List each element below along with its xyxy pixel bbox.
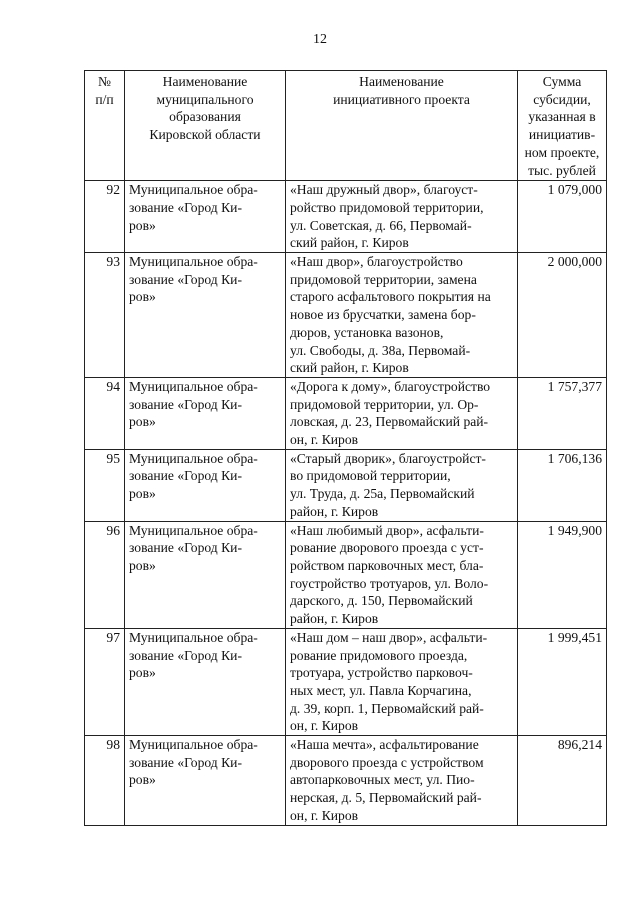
row-number: 98 — [85, 736, 125, 826]
subsidy-sum-cell: 1 706,136 — [518, 449, 607, 521]
project-cell: «Наш дружный двор», благоуст- ройство придомовой территории, ул. Советская, д. 66, Первомай- ский район, г. Киров — [286, 181, 518, 253]
municipality-cell: Муниципальное обра- зование «Город Ки- ров» — [125, 628, 286, 735]
subsidy-sum-cell: 1 999,451 — [518, 628, 607, 735]
table-row — [85, 736, 607, 826]
project-cell: «Наш двор», благоустройство придомовой территории, замена старого асфальтового покрытия на новое из брусчатки, замена бор- дюров, установка вазонов, ул. Свободы, д. 38а, Первомай- ский район, г. Киров — [286, 253, 518, 378]
page-number: 12 — [313, 32, 327, 47]
table-row — [85, 521, 607, 628]
subsidy-table — [84, 70, 607, 826]
subsidy-sum-cell: 1 949,900 — [518, 521, 607, 628]
table-row — [85, 253, 607, 378]
municipality-cell: Муниципальное обра- зование «Город Ки- ров» — [125, 521, 286, 628]
subsidy-sum-cell: 2 000,000 — [518, 253, 607, 378]
table-row — [85, 628, 607, 735]
row-number: 96 — [85, 521, 125, 628]
table-row — [85, 449, 607, 521]
project-cell: «Дорога к дому», благоустройство придомовой территории, ул. Ор- ловская, д. 23, Первомайский рай- он, г. Киров — [286, 377, 518, 449]
header-project: Наименование инициативного проекта — [286, 71, 518, 181]
subsidy-sum-cell: 1 757,377 — [518, 377, 607, 449]
municipality-cell: Муниципальное обра- зование «Город Ки- ров» — [125, 253, 286, 378]
header-municipality: Наименование муниципального образования Кировской области — [125, 71, 286, 181]
header-num: № п/п — [85, 71, 125, 181]
row-number: 94 — [85, 377, 125, 449]
project-cell: «Наш любимый двор», асфальти- рование дворового проезда с уст- ройством парковочных мест, бла- гоустройство тротуаров, ул. Воло- дарского, д. 150, Первомайский район, г. Киров — [286, 521, 518, 628]
row-number: 95 — [85, 449, 125, 521]
subsidy-sum-cell: 896,214 — [518, 736, 607, 826]
project-cell: «Наш дом – наш двор», асфальти- рование придомового проезда, тротуара, устройство парковоч- ных мест, ул. Павла Корчагина, д. 39, корп. 1, Первомайский рай- он, г. Киров — [286, 628, 518, 735]
municipality-cell: Муниципальное обра- зование «Город Ки- ров» — [125, 449, 286, 521]
municipality-cell: Муниципальное обра- зование «Город Ки- ров» — [125, 181, 286, 253]
table-row — [85, 181, 607, 253]
header-sum: Сумма субсидии, указанная в инициатив- ном проекте, тыс. рублей — [518, 71, 607, 181]
municipality-cell: Муниципальное обра- зование «Город Ки- ров» — [125, 736, 286, 826]
project-cell: «Старый дворик», благоустройст- во придомовой территории, ул. Труда, д. 25а, Первомайский район, г. Киров — [286, 449, 518, 521]
row-number: 97 — [85, 628, 125, 735]
municipality-cell: Муниципальное обра- зование «Город Ки- ров» — [125, 377, 286, 449]
project-cell: «Наша мечта», асфальтирование дворового проезда с устройством автопарковочных мест, ул. Пио- нерская, д. 5, Первомайский рай- он, г. Киров — [286, 736, 518, 826]
subsidy-sum-cell: 1 079,000 — [518, 181, 607, 253]
row-number: 92 — [85, 181, 125, 253]
table-header-row — [85, 71, 607, 181]
row-number: 93 — [85, 253, 125, 378]
table-row — [85, 377, 607, 449]
